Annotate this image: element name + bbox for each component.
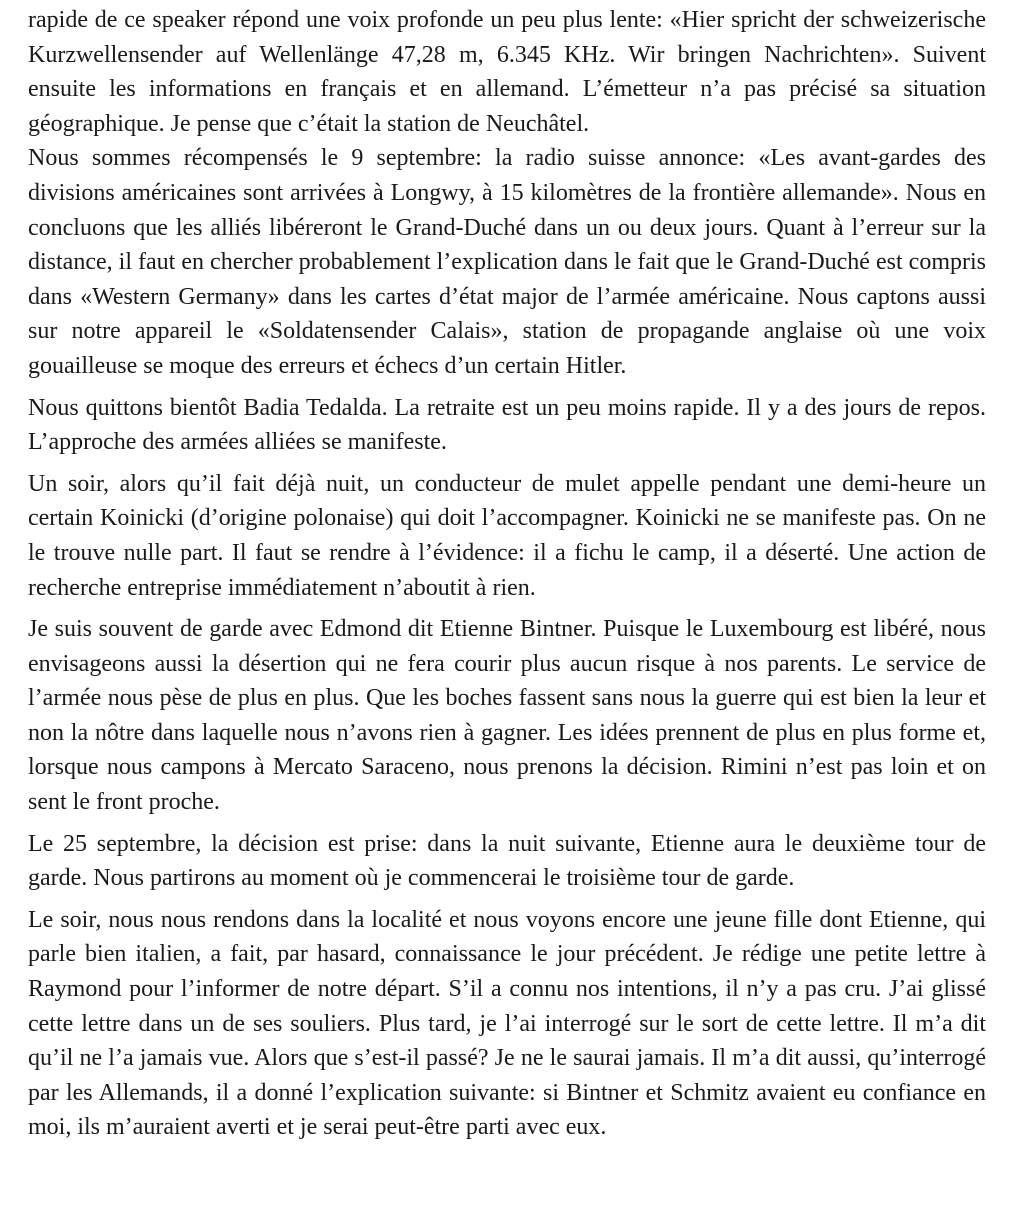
paragraph-koinicki: Un soir, alors qu’il fait déjà nuit, un conducteur de mulet appelle pendant une demi-heure un certain Koinicki (d’origine polonaise) qui doit l’accompagner. Koinicki ne se manifeste pas. On ne le trouve nulle part. Il faut se rendre à l’évidence: il a fichu le camp, il a déserté. Une action de recherche entreprise immédiatement n’aboutit à rien. (28, 470, 986, 601)
paragraph-letter-raymond: Le soir, nous nous rendons dans la localité et nous voyons encore une jeune fille dont Etienne, qui parle bien italien, a fait, par hasard, connaissance le jour précédent. Je rédige une petite lettre à Raymond pour l’informer de notre départ. S’il a connu nos intentions, il n’y a pas cru. J’ai glissé cette lettre dans un de ses souliers. Plus tard, je l’ai interrogé sur le sort de cette lettre. Il m’a dit qu’il ne l’a jamais vue. Alors que s’est-il passé? Je ne le saurai jamais. Il m’a dit aussi, qu’interrogé par les Allemands, il a donné l’explication suivante: si Bintner et Schmitz avaient eu confiance en moi, ils m’auraient averti et je serai peut-être parti avec eux. (28, 906, 986, 1141)
paragraph-september-9: Nous sommes récompensés le 9 septembre: la radio suisse annonce: «Les avant-gardes des divisions américaines sont arrivées à Longwy, à 15 kilomètres de la frontière allemande». Nous en concluons que les alliés libéreront le Grand-Duché dans un ou deux jours. Quant à l’erreur sur la distance, il faut en chercher probablement l’explication dans le fait que le Grand-Duché est compris dans «Western Germany» dans les cartes d’état major de l’armée américaine. Nous captons aussi sur notre appareil le «Soldatensender Calais», station de propagande anglaise où une voix gouailleuse se moque des erreurs et échecs d’un certain Hitler. (28, 145, 986, 379)
paragraph-radio-broadcast: rapide de ce speaker répond une voix profonde un peu plus lente: «Hier spricht der schweizerische Kurzwellensender auf Wellenlänge 47,28 m, 6.345 KHz. Wir bringen Nachrichten». Suivent ensuite les informations en français et en allemand. L’émetteur n’a pas précisé sa situation géographique. Je pense que c’était la station de Neuchâtel. (28, 7, 986, 137)
document-page (28, 3, 986, 1145)
paragraph-bintner-guard: Je suis souvent de garde avec Edmond dit Etienne Bintner. Puisque le Luxembourg est libéré, nous envisageons aussi la désertion qui ne fera courir plus aucun risque à nos parents. Le service de l’armée nous pèse de plus en plus. Que les boches fassent sans nous la guerre qui est bien la leur et non la nôtre dans laquelle nous n’avons rien à gagner. Les idées prennent de plus en plus forme et, lorsque nous campons à Mercato Saraceno, nous prenons la décision. Rimini n’est pas loin et on sent le front proche. (28, 616, 986, 816)
paragraph-september-25: Le 25 septembre, la décision est prise: dans la nuit suivante, Etienne aura le deuxième tour de garde. Nous partirons au moment où je commencerai le troisième tour de garde. (28, 830, 986, 892)
paragraph-badia-tedalda: Nous quittons bientôt Badia Tedalda. La retraite est un peu moins rapide. Il y a des jours de repos. L’approche des armées alliées se manifeste. (28, 394, 986, 456)
